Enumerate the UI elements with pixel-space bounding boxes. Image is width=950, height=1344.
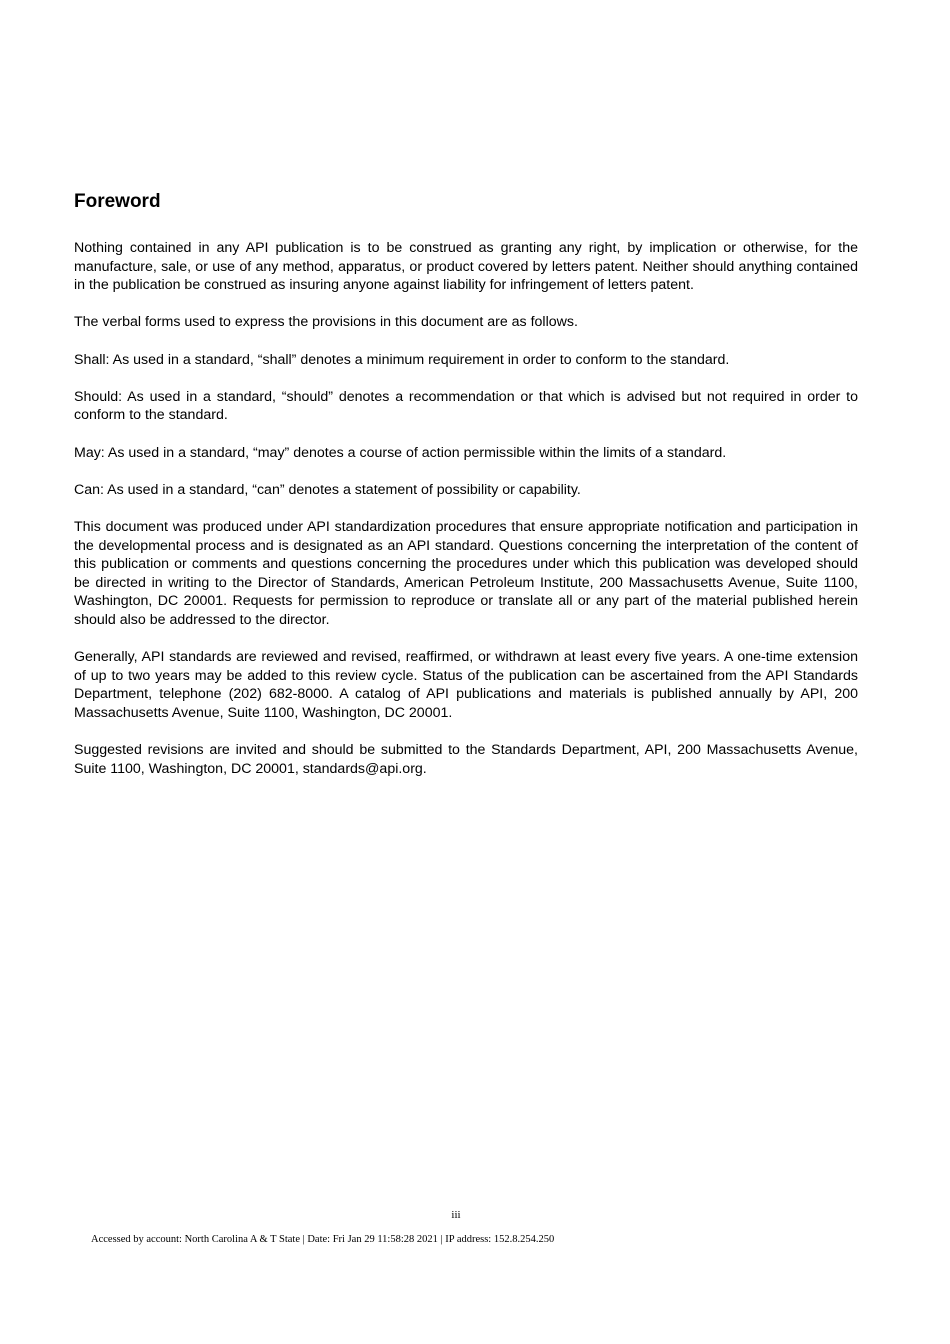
procedures-paragraph: This document was produced under API standardization procedures that ensure appropriate notification and participation in the developmental process and is designated as an API standard. Questions concerning the interpretation of the content of this publication or comments and questions concerning the procedures under which this publication was developed should be directed in writing to the Director of Standards, American Petroleum Institute, 200 Massachusetts Avenue, Suite 1100, Washington, DC 20001. Requests for permission to reproduce or translate all or any part of the material published herein should also be addressed to the director. bbox=[74, 518, 858, 628]
should-definition-paragraph: Should: As used in a standard, “should” denotes a recommendation or that which is advised but not required in order to conform to the standard. bbox=[74, 388, 858, 424]
access-note: Accessed by account: North Carolina A & T State | Date: Fri Jan 29 11:58:28 2021 | IP address: 152.8.254.250 bbox=[91, 1234, 555, 1245]
suggested-revisions-paragraph: Suggested revisions are invited and should be submitted to the Standards Department, API, 200 Massachusetts Avenue, Suite 1100, Washington, DC 20001, standards@api.org. bbox=[74, 742, 858, 777]
may-definition-paragraph: May: As used in a standard, “may” denotes a course of action permissible within the limits of a standard. bbox=[74, 444, 727, 461]
review-cycle-paragraph: Generally, API standards are reviewed and revised, reaffirmed, or withdrawn at least every five years. A one-time extension of up to two years may be added to this review cycle. Status of the publication can be ascertained from the API Standards Department, telephone (202) 682-8000. A catalog of API publications and materials is published annually by API, 200 Massachusetts Avenue, Suite 1100, Washington, DC 20001. bbox=[74, 649, 858, 721]
verbal-forms-intro-paragraph: The verbal forms used to express the provisions in this document are as follows. bbox=[74, 314, 578, 331]
shall-definition-paragraph: Shall: As used in a standard, “shall” denotes a minimum requirement in order to conform to the standard. bbox=[74, 351, 730, 368]
can-definition-paragraph: Can: As used in a standard, “can” denotes a statement of possibility or capability. bbox=[74, 481, 581, 498]
page-number: iii bbox=[451, 1209, 461, 1221]
patent-disclaimer-paragraph: Nothing contained in any API publication is to be construed as granting any right, by implication or otherwise, for the manufacture, sale, or use of any method, apparatus, or product covered by letters patent. Neither should anything contained in the publication be construed as insuring anyone against liability for infringement of letters patent. bbox=[74, 240, 858, 294]
foreword-body bbox=[74, 239, 858, 797]
page-title: Foreword bbox=[74, 191, 161, 212]
